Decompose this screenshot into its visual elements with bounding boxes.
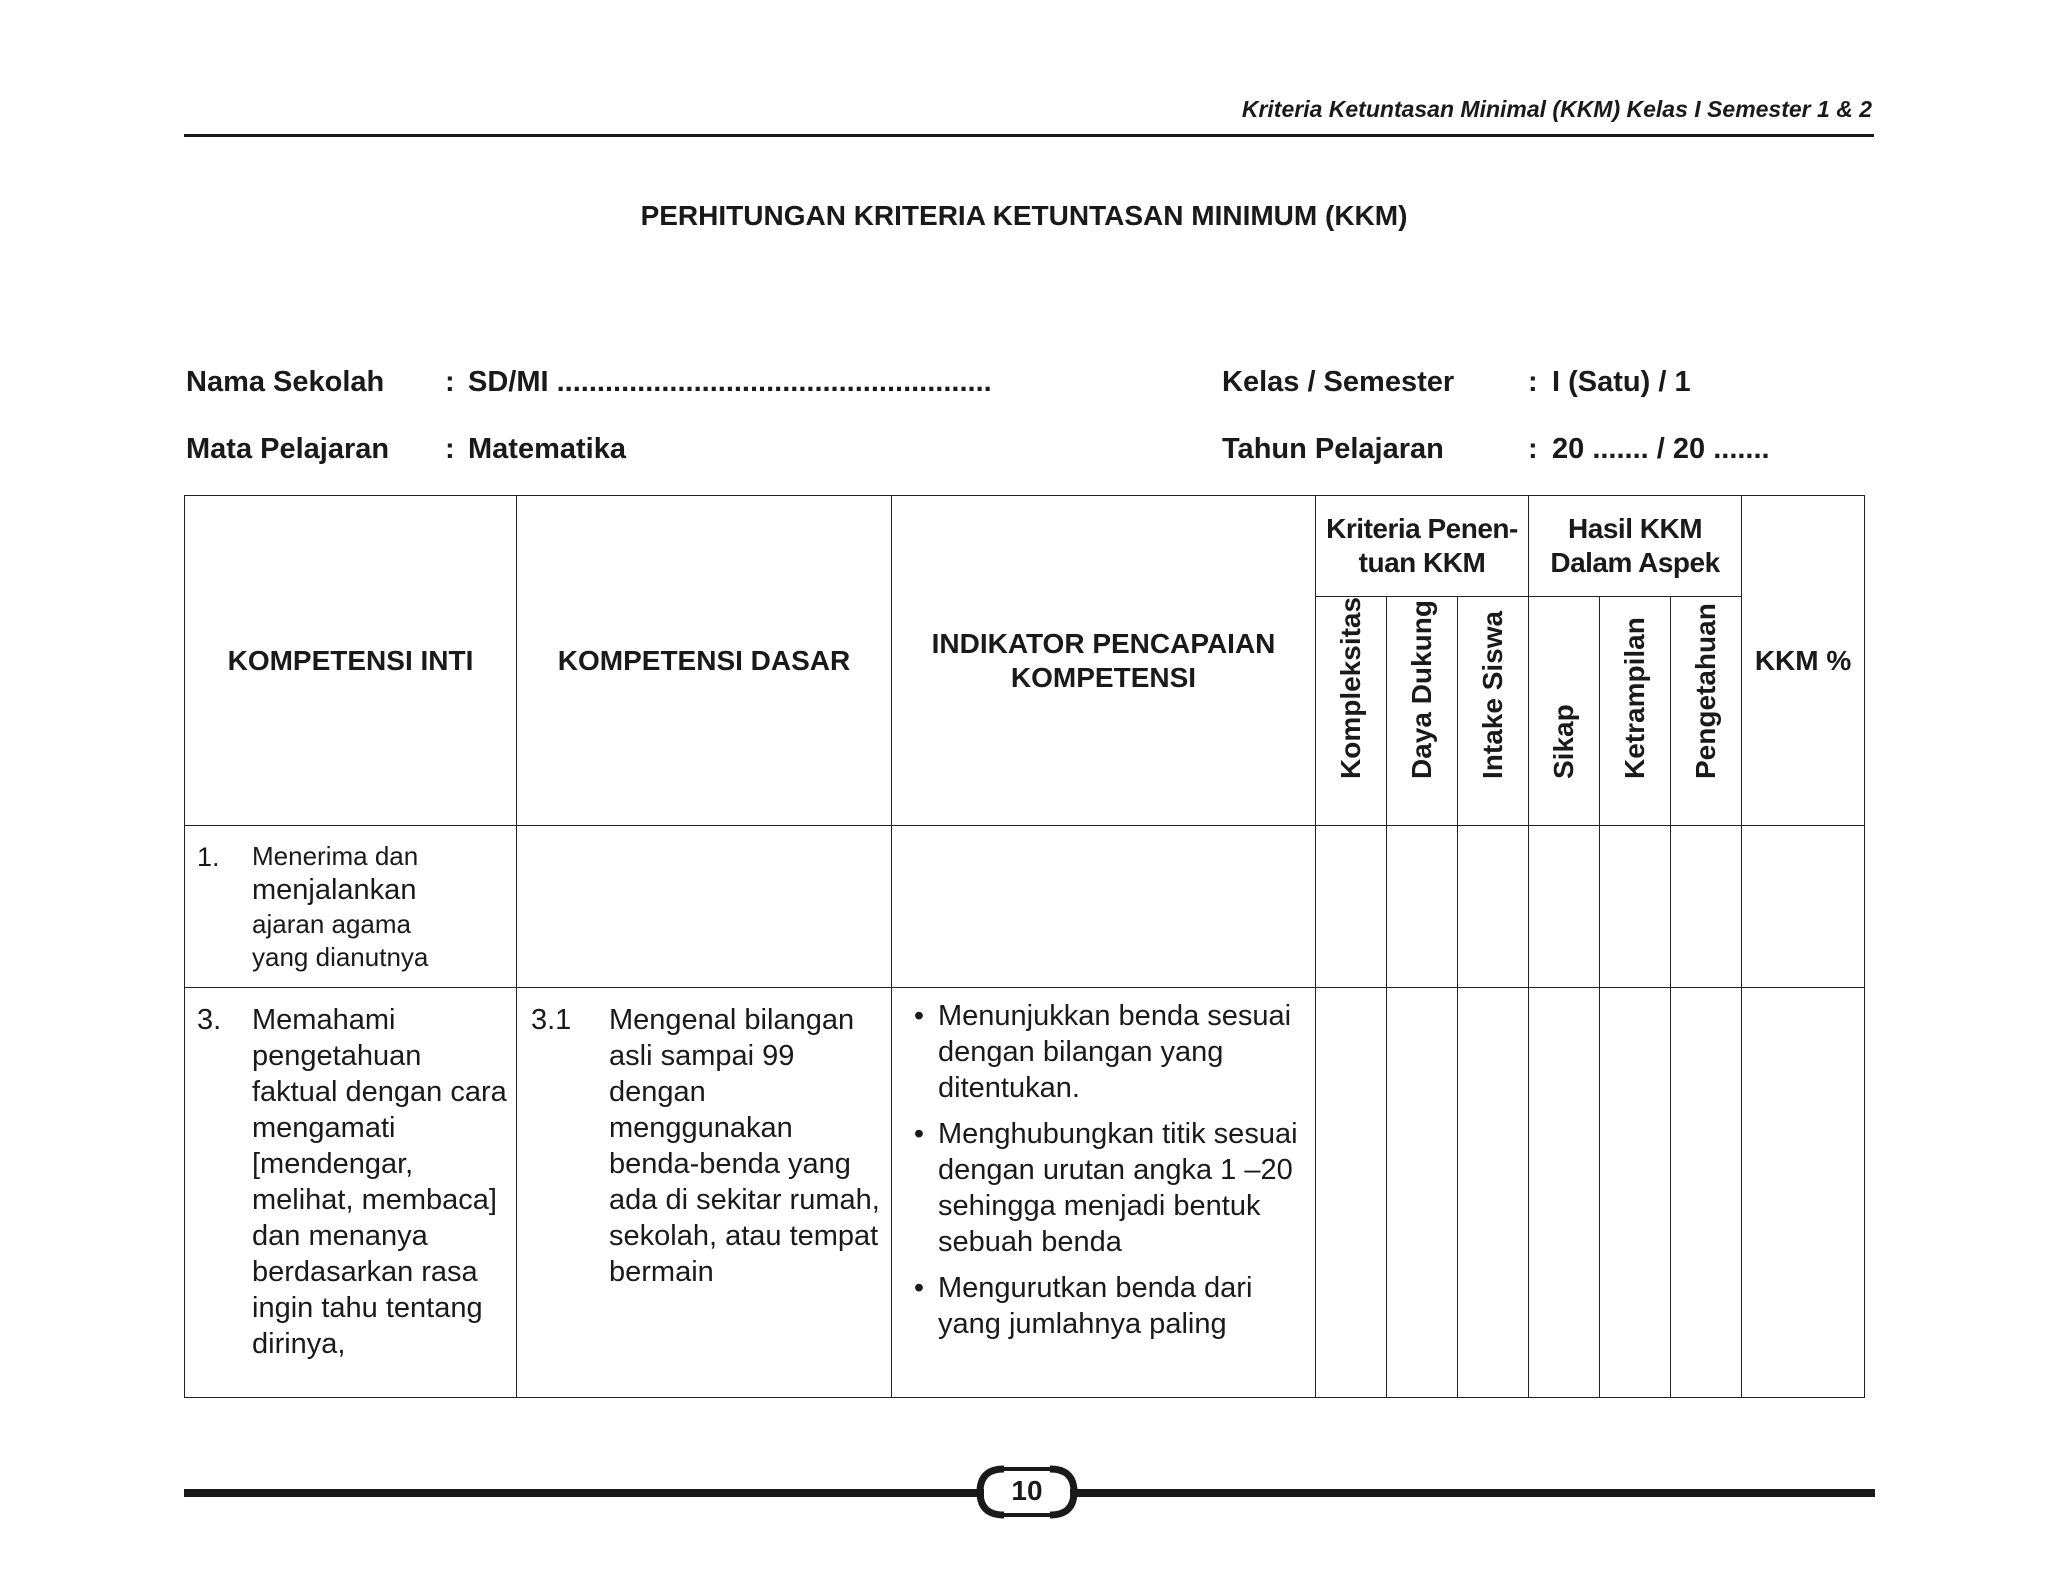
ki-text-line: ajaran agama: [252, 909, 411, 939]
indicator-item: [900, 1116, 1307, 1260]
bullet-icon: •: [913, 1000, 925, 1032]
ki-text-line: yang dianutnya: [252, 942, 429, 972]
subject-colon: :: [445, 433, 455, 465]
score-cell: [1671, 988, 1742, 1398]
school-label: Nama Sekolah: [186, 366, 385, 398]
score-cell: [1316, 826, 1387, 988]
document-title: PERHITUNGAN KRITERIA KETUNTASAN MINIMUM (KKM): [640, 200, 1408, 231]
score-cell: [1458, 988, 1529, 1398]
year-colon: :: [1528, 433, 1538, 465]
running-header: Kriteria Ketuntasan Minimal (KKM) Kelas I Semester 1 & 2: [1241, 96, 1872, 122]
score-cell: [1671, 826, 1742, 988]
ki-cell: [185, 988, 517, 1398]
header-kompleksitas: Kompleksitas: [1335, 596, 1366, 779]
ki-number: 1.: [197, 842, 220, 872]
year-value: 20 ....... / 20 .......: [1552, 433, 1770, 465]
header-intake-siswa: Intake Siswa: [1477, 610, 1508, 779]
header-kriteria-line1: Kriteria Penen-: [1326, 513, 1518, 544]
kkm-cell: [1742, 988, 1865, 1398]
header-indikator-line1: INDIKATOR PENCAPAIAN: [931, 627, 1276, 659]
score-cell: [1316, 988, 1387, 1398]
header-kriteria-line2: tuan KKM: [1358, 547, 1486, 578]
header-sikap-cell: [1529, 597, 1600, 826]
score-cell: [1387, 988, 1458, 1398]
ki-text-line: menjalankan: [252, 874, 417, 906]
header-pengetahuan: Pengetahuan: [1690, 603, 1722, 779]
page-number: 10: [1011, 1475, 1043, 1506]
indikator-cell: [892, 826, 1316, 988]
indicator-text: Mengurutkan benda dari yang jumlahnya paling: [938, 1272, 1253, 1340]
header-daya-dukung: Daya Dukung: [1406, 600, 1437, 779]
kd-cell: [517, 988, 892, 1398]
header-intake-siswa-cell: [1458, 597, 1529, 826]
kkm-cell: [1742, 826, 1865, 988]
header-pengetahuan-cell: [1671, 597, 1742, 826]
school-colon: :: [445, 366, 455, 398]
subject-value: Matematika: [468, 433, 626, 465]
header-kompetensi-dasar: KOMPETENSI DASAR: [517, 496, 892, 826]
kkm-table: [184, 495, 1865, 1398]
indicator-item: [900, 1270, 1307, 1342]
year-label: Tahun Pelajaran: [1222, 433, 1444, 465]
class-value: I (Satu) / 1: [1552, 366, 1691, 398]
indicator-text: Menghubungkan titik sesuai dengan urutan angka 1 –20 sehingga menjadi bentuk sebuah benda: [938, 1118, 1298, 1258]
header-kompleksitas-cell: [1316, 597, 1387, 826]
class-colon: :: [1528, 366, 1538, 398]
score-cell: [1387, 826, 1458, 988]
score-cell: [1600, 988, 1671, 1398]
score-cell: [1529, 826, 1600, 988]
bullet-icon: •: [913, 1272, 925, 1304]
indicator-item: [900, 998, 1307, 1106]
table-row: [185, 988, 1865, 1398]
header-ketrampilan-cell: [1600, 597, 1671, 826]
school-value: SD/MI ......................................................: [468, 366, 992, 398]
ki-text-line: Menerima dan: [252, 841, 419, 871]
footer-rule-right: [1070, 1489, 1875, 1497]
kd-number: 3.1: [531, 1004, 572, 1036]
ki-number: 3.: [197, 1004, 222, 1036]
table-row: [185, 826, 1865, 988]
ki-text: Memahami pengetahuan faktual dengan cara mengamati [mendengar, melihat, membaca] dan menanya berdasarkan rasa ingin tahu tentang dirinya,: [252, 1004, 507, 1360]
class-label: Kelas / Semester: [1222, 366, 1455, 398]
header-ketrampilan: Ketrampilan: [1619, 617, 1651, 779]
footer-rule-left: [184, 1489, 984, 1497]
kd-text: Mengenal bilangan asli sampai 99 dengan menggunakan benda-benda yang ada di sekitar rumah, sekolah, atau tempat bermain: [609, 1004, 880, 1288]
header-indikator: [892, 496, 1316, 826]
score-cell: [1600, 826, 1671, 988]
bullet-icon: •: [913, 1118, 925, 1150]
header-hasil-kkm: [1529, 496, 1742, 597]
header-hasil-line2: Dalam Aspek: [1550, 547, 1720, 578]
header-indikator-line2: KOMPETENSI: [1010, 661, 1197, 693]
header-sikap: Sikap: [1548, 704, 1580, 779]
indicator-text: Menunjukkan benda sesuai dengan bilangan yang ditentukan.: [938, 1000, 1292, 1104]
header-hasil-line1: Hasil KKM: [1568, 513, 1703, 544]
score-cell: [1529, 988, 1600, 1398]
ki-cell: [185, 826, 517, 988]
header-kompetensi-inti: KOMPETENSI INTI: [185, 496, 517, 826]
score-cell: [1458, 826, 1529, 988]
header-rule: [184, 134, 1874, 137]
header-kkm-percent: KKM %: [1742, 496, 1865, 826]
indikator-cell: [892, 988, 1316, 1398]
subject-label: Mata Pelajaran: [186, 433, 390, 465]
header-daya-dukung-cell: [1387, 597, 1458, 826]
header-kriteria-penentuan: [1316, 496, 1529, 597]
kd-cell: [517, 826, 892, 988]
